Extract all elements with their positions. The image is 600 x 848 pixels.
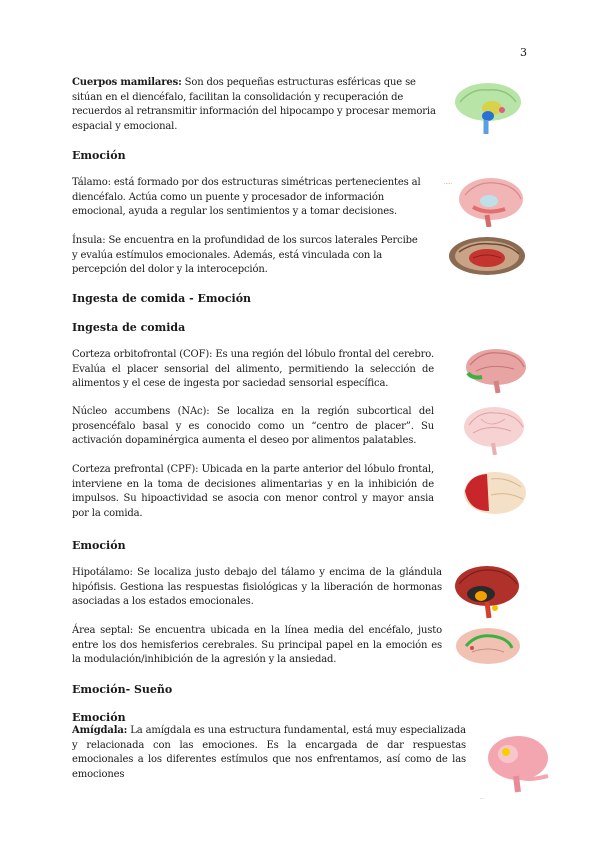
brain-orbitofrontal-icon [462, 347, 528, 395]
heading-emocion-1: Emoción [72, 149, 126, 162]
heading-ingesta: Ingesta de comida [72, 321, 186, 334]
paragraph-nac: Núcleo accumbens (NAc): Se localiza en la región subcortical del prosencéfalo basal y es conocido como un “centro de placer”. Su activación dopaminérgica aumenta el deseo por alimentos palatables. [72, 406, 434, 446]
svg-text:···: ··· [480, 796, 484, 801]
term-amigdala: Amígdala: [72, 725, 128, 736]
svg-text:·····: ····· [444, 181, 452, 187]
paragraph-cof: Corteza orbitofrontal (COF): Es una región del lóbulo frontal del cerebro. Evalúa el placer sensorial del alimento, permitiendo la selección de alimentos y el cese de ingesta por saciedad sensorial específica. [72, 349, 434, 389]
paragraph-cuerpos-mamilares [72, 76, 442, 134]
text-cuerpos-mamilares: Son dos pequeñas estructuras esféricas que se sitúan en el diencéfalo, facilitan la consolidación y recuperación de recuerdos al retransmitir información del hipocampo y procesar memoria espacial y emocional. [72, 77, 436, 132]
brain-accumbens-icon [461, 405, 527, 455]
paragraph-insula: Ínsula: Se encuentra en la profundidad de los surcos laterales Percibe y evalúa estímulos emocionales. Además, está vinculada con la percepción del dolor y la interocepción. [72, 235, 418, 275]
paragraph-cpf: Corteza prefrontal (CPF): Ubicada en la parte anterior del lóbulo frontal, interviene en la toma de decisiones alimentarias y en la inhibición de impulsos. Su hipoactividad se asocia con menor control y mayor ansia por la comida. [72, 464, 434, 519]
brain-amygdala-icon [478, 732, 558, 802]
brain-hypothalamus-icon [451, 564, 521, 620]
paragraph-hipotalamo: Hipotálamo: Se localiza justo debajo del tálamo y encima de la glándula hipófisis. Gestiona las respuestas fisiológicas y la liberación de hormonas asociadas a los estados emocionales. [72, 567, 442, 607]
brain-mammillary-bodies-icon [452, 80, 524, 136]
brain-prefrontal-icon [461, 471, 527, 517]
heading-emocion-sueno: Emoción- Sueño [72, 683, 173, 696]
heading-emocion-3: Emoción [72, 711, 126, 724]
brain-insula-icon [447, 236, 527, 278]
page-number: 3 [520, 46, 527, 59]
brain-thalamus-icon [443, 175, 527, 227]
text-amigdala: La amígdala es una estructura fundamental, está muy especializada y relacionada con las emociones. Es la encargada de dar respuestas emocionales a los diferentes estímulos que nos enfrentamos, así como de las emociones [72, 725, 466, 780]
paragraph-septal: Área septal: Se encuentra ubicada en la línea media del encéfalo, justo entre los dos hemisferios cerebrales. Su principal papel en la emoción es la modulación/inhibición de la agresión y la ansiedad. [72, 625, 442, 665]
brain-septal-icon [452, 626, 522, 666]
term-cuerpos-mamilares: Cuerpos mamilares: [72, 77, 182, 88]
heading-ingesta-emocion: Ingesta de comida - Emoción [72, 292, 252, 305]
heading-emocion-2: Emoción [72, 539, 126, 552]
paragraph-amigdala [72, 724, 466, 782]
paragraph-talamo: Tálamo: está formado por dos estructuras simétricas pertenecientes al diencéfalo. Actúa como un puente y procesador de información emocional, ayuda a regular los sentimientos y a tomar decisiones. [72, 177, 421, 217]
